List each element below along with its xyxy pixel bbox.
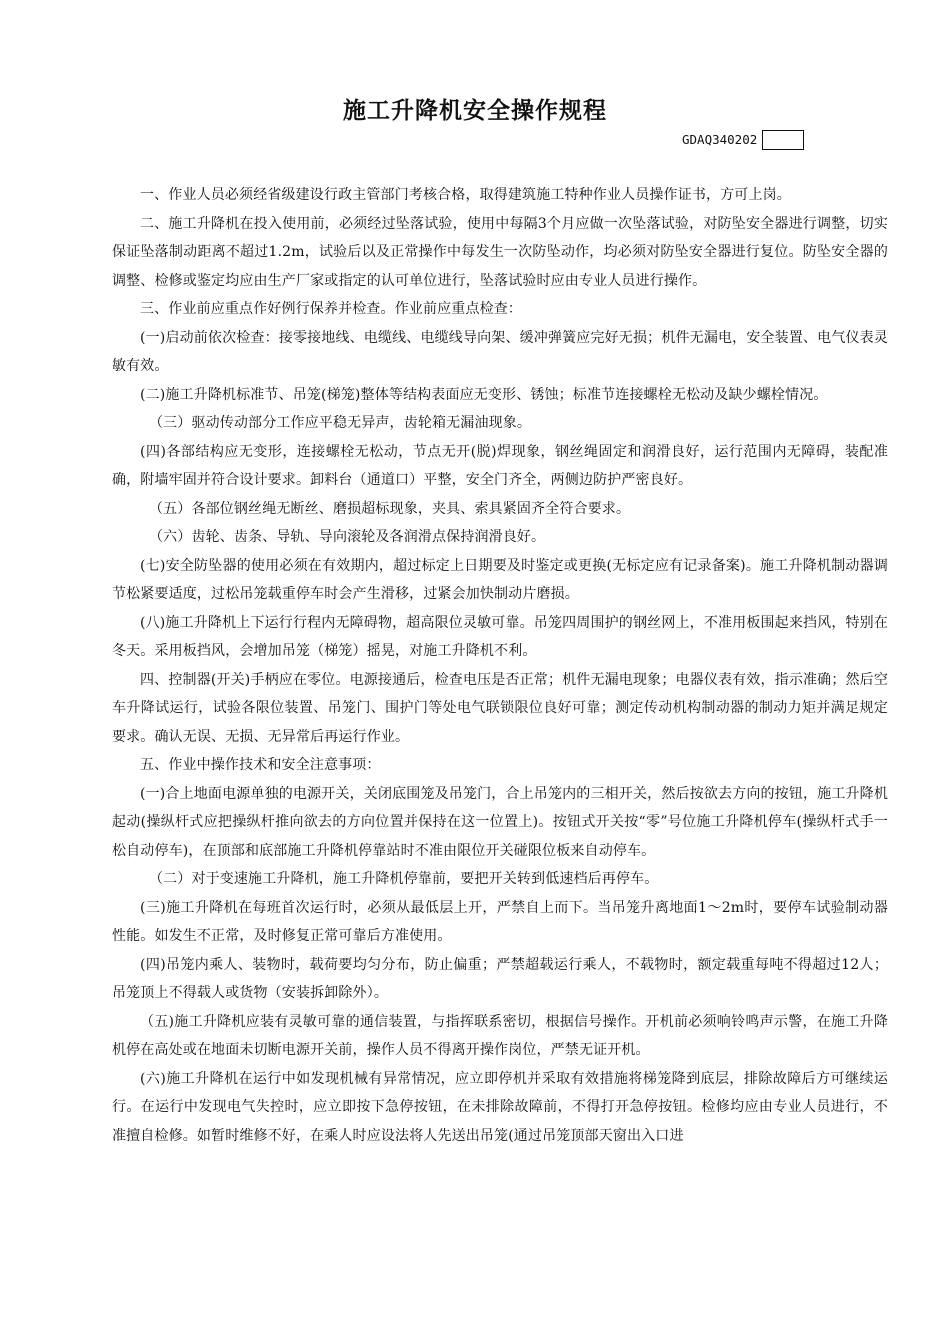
paragraph: (六)施工升降机在运行中如发现机械有异常情况，应立即停机并采取有效措施将梯笼降到底层，排除故障后方可继续运行。在运行中发现电气失控时，应立即按下急停按钮，在未排除故障前，不得打开急停按钮。检修均应由专业人员进行，不准擅自检修。如暂时维修不好，在乘人时应设法将人先送出吊笼(通过吊笼顶部天窗出入口进 (112, 1070, 888, 1144)
document-code-row (682, 129, 804, 151)
paragraph: (三)施工升降机在每班首次运行时，必须从最低层上开，严禁自上而下。当吊笼升离地面1～2m时，要停车试验制动器性能。如发生不正常，及时修复正常可靠后方准使用。 (112, 899, 888, 944)
document-code: GDAQ340202 (682, 132, 758, 147)
paragraph: （五）各部位钢丝绳无断丝、磨损超标现象，夹具、索具紧固齐全符合要求。 (149, 500, 631, 517)
paragraph: （五)施工升降机应装有灵敏可靠的通信装置，与指挥联系密切，根据信号操作。开机前必须响铃鸣声示警，在施工升降机停在高处或在地面未切断电源开关前，操作人员不得离开操作岗位，严禁无证开机。 (112, 1013, 888, 1058)
paragraph: （六）齿轮、齿条、导轨、导向滚轮及各润滑点保持润滑良好。 (149, 529, 546, 545)
paragraph: 四、控制器(开关)手柄应在零位。电源接通后，检查电压是否正常；机件无漏电现象；电器仪表有效，指示准确；然后空车升降试运行，试验各限位装置、吊笼门、围护门等处电气联锁限位良好可靠；测定传动机构制动器的制动力矩并满足规定要求。确认无误、无损、无异常后再运行作业。 (112, 671, 888, 745)
paragraph: （二）对于变速施工升降机，施工升降机停靠前，要把开关转到低速档后再停车。 (149, 871, 659, 887)
paragraph: （三）驱动传动部分工作应平稳无异声，齿轮箱无漏油现象。 (149, 415, 532, 431)
code-entry-box (762, 130, 804, 150)
paragraph: 五、作业中操作技术和安全注意事项： (140, 757, 381, 773)
paragraph: 三、作业前应重点作好例行保养并检查。作业前应重点检查： (140, 301, 523, 317)
paragraph: (八)施工升降机上下运行行程内无障碍物，超高限位灵敏可靠。吊笼四周围护的钢丝网上，不准用板围起来挡风，特别在冬天。采用板挡风，会增加吊笼（梯笼）摇晃，对施工升降机不利。 (112, 614, 888, 659)
paragraph: (一)合上地面电源单独的电源开关，关闭底围笼及吊笼门，合上吊笼内的三相开关，然后按欲去方向的按钮，施工升降机起动(操纵杆式应把操纵杆推向欲去的方向位置并保持在这一位置上)。按钮式开关按“零”号位施工升降机停车(操纵杆式手一松自动停车)，在顶部和底部施工升降机停靠站时不准由限位开关碰限位板来自动停车。 (112, 785, 888, 859)
paragraph: (一)启动前依次检查：接零接地线、电缆线、电缆线导向架、缓冲弹簧应完好无损；机件无漏电，安全装置、电气仪表灵敏有效。 (112, 329, 888, 374)
paragraph: (四)吊笼内乘人、装物时，载荷要均匀分布，防止偏重；严禁超载运行乘人，不载物时，额定载重每吨不得超过12人；吊笼顶上不得载人或货物（安装拆卸除外）。 (112, 956, 888, 1001)
paragraph: 二、施工升降机在投入使用前，必须经过坠落试验，使用中每隔3个月应做一次坠落试验，对防坠安全器进行调整，切实保证坠落制动距离不超过1.2m，试验后以及正常操作中每发生一次防坠动作，均必须对防坠安全器进行复位。防坠安全器的调整、检修或鉴定均应由生产厂家或指定的认可单位进行，坠落试验时应由专业人员进行操作。 (112, 215, 888, 289)
paragraph: (四)各部结构应无变形，连接螺栓无松动，节点无开(脱)焊现象，钢丝绳固定和润滑良好，运行范围内无障碍，装配准确，附墙牢固并符合设计要求。卸料台（通道口）平整，安全门齐全，两侧边防护严密良好。 (112, 443, 888, 488)
paragraph: (七)安全防坠器的使用必须在有效期内，超过标定上日期要及时鉴定或更换(无标定应有记录备案)。施工升降机制动器调节松紧要适度，过松吊笼载重停车时会产生滑移，过紧会加快制动片磨损。 (112, 557, 888, 602)
page-title: 施工升降机安全操作规程 (343, 98, 607, 124)
paragraph: (二)施工升降机标准节、吊笼(梯笼)整体等结构表面应无变形、锈蚀；标准节连接螺栓无松动及缺少螺栓情况。 (140, 386, 828, 403)
paragraph: 一、作业人员必须经省级建设行政主管部门考核合格，取得建筑施工特种作业人员操作证书，方可上岗。 (140, 187, 791, 203)
document-body (112, 181, 888, 1150)
